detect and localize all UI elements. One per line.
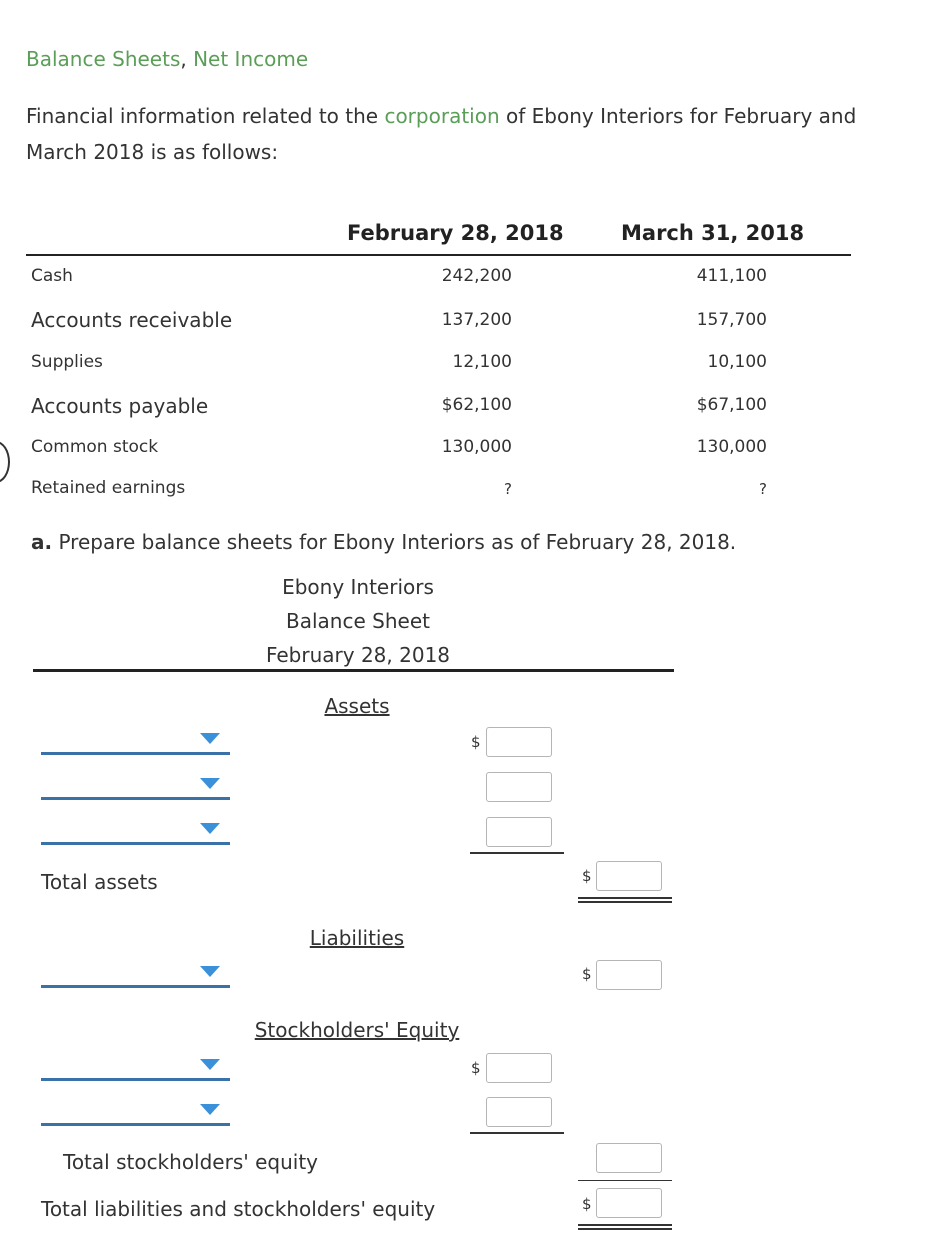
row-label-retained-earnings: Retained earnings [31,478,186,498]
bs-statement: Balance Sheet [286,609,430,633]
question-prompt [31,530,736,554]
chevron-down-icon [200,966,220,977]
row-label-accounts-payable[interactable]: Accounts payable [31,394,209,418]
total-liab-equity-double-underline-1 [578,1224,672,1226]
cell-cs-mar: 130,000 [696,437,767,457]
chevron-down-icon [200,823,220,834]
row-label-cash: Cash [31,266,73,286]
chevron-down-icon [200,733,220,744]
total-liab-equity-double-underline-2 [578,1228,672,1230]
equity-2-dropdown[interactable] [41,1101,230,1126]
liabilities-heading: Liabilities [309,926,405,950]
cell-cash-mar: 411,100 [696,266,767,286]
title-separator: , [180,47,187,71]
chevron-down-icon [200,778,220,789]
equity-1-dropdown[interactable] [41,1056,230,1081]
cell-ar-feb: 137,200 [441,310,512,330]
title-link-balance-sheets[interactable]: Balance Sheets [26,47,181,71]
equity-2-amount-input[interactable] [486,1097,552,1127]
cell-supplies-mar: 10,100 [707,352,767,372]
question-text: Prepare balance sheets for Ebony Interiors as of February 28, 2018. [58,530,737,554]
asset-2-amount-input[interactable] [486,772,552,802]
asset-2-dropdown[interactable] [41,775,230,800]
table-header-divider [26,254,851,256]
chevron-down-icon [200,1059,220,1070]
cell-cash-feb: 242,200 [441,266,512,286]
currency-symbol: $ [471,733,481,751]
currency-symbol: $ [582,867,592,885]
chevron-down-icon [200,1104,220,1115]
row-label-accounts-receivable[interactable]: Accounts receivable [31,308,233,332]
cell-ap-mar: $67,100 [696,395,767,415]
bs-date: February 28, 2018 [265,643,451,667]
total-assets-input[interactable] [596,861,662,891]
asset-1-dropdown[interactable] [41,730,230,755]
total-assets-label: Total assets [41,870,158,894]
total-equity-label: Total stockholders' equity [63,1150,319,1174]
bs-header-divider [33,669,674,672]
total-assets-double-underline-2 [578,901,672,903]
intro-text-pre: Financial information related to the [26,104,379,128]
asset-subtotal-underline [470,852,564,854]
row-label-common-stock: Common stock [31,437,159,457]
total-assets-double-underline-1 [578,897,672,899]
page-title [26,47,308,71]
cell-re-mar: ? [759,480,767,498]
cell-supplies-feb: 12,100 [452,352,512,372]
total-equity-input[interactable] [596,1143,662,1173]
currency-symbol: $ [471,1059,481,1077]
title-link-net-income[interactable]: Net Income [193,47,309,71]
intro-paragraph [26,98,916,170]
equity-subtotal-underline [470,1132,564,1134]
assets-heading: Assets [324,694,390,718]
cell-cs-feb: 130,000 [441,437,512,457]
cell-ap-feb: $62,100 [441,395,512,415]
question-letter: a. [31,530,53,554]
bs-company: Ebony Interiors [282,575,434,599]
liability-1-amount-input[interactable] [596,960,662,990]
cell-re-feb: ? [504,480,512,498]
currency-symbol: $ [582,965,592,983]
asset-3-dropdown[interactable] [41,820,230,845]
corporation-link[interactable]: corporation [384,104,500,128]
asset-1-amount-input[interactable] [486,727,552,757]
cell-ar-mar: 157,700 [696,310,767,330]
equity-heading: Stockholders' Equity [254,1018,460,1042]
column-header-february: February 28, 2018 [347,221,564,245]
equity-1-amount-input[interactable] [486,1053,552,1083]
total-liab-equity-label: Total liabilities and stockholders' equity [41,1197,436,1221]
total-equity-underline [578,1180,672,1181]
total-liab-equity-input[interactable] [596,1188,662,1218]
intro-text-post: of Ebony Interiors for February and March 2018 is as follows: [26,104,857,164]
asset-3-amount-input[interactable] [486,817,552,847]
column-header-march: March 31, 2018 [621,221,805,245]
edge-marker [0,441,10,483]
liability-1-dropdown[interactable] [41,963,230,988]
currency-symbol: $ [582,1195,592,1213]
row-label-supplies: Supplies [31,352,103,372]
